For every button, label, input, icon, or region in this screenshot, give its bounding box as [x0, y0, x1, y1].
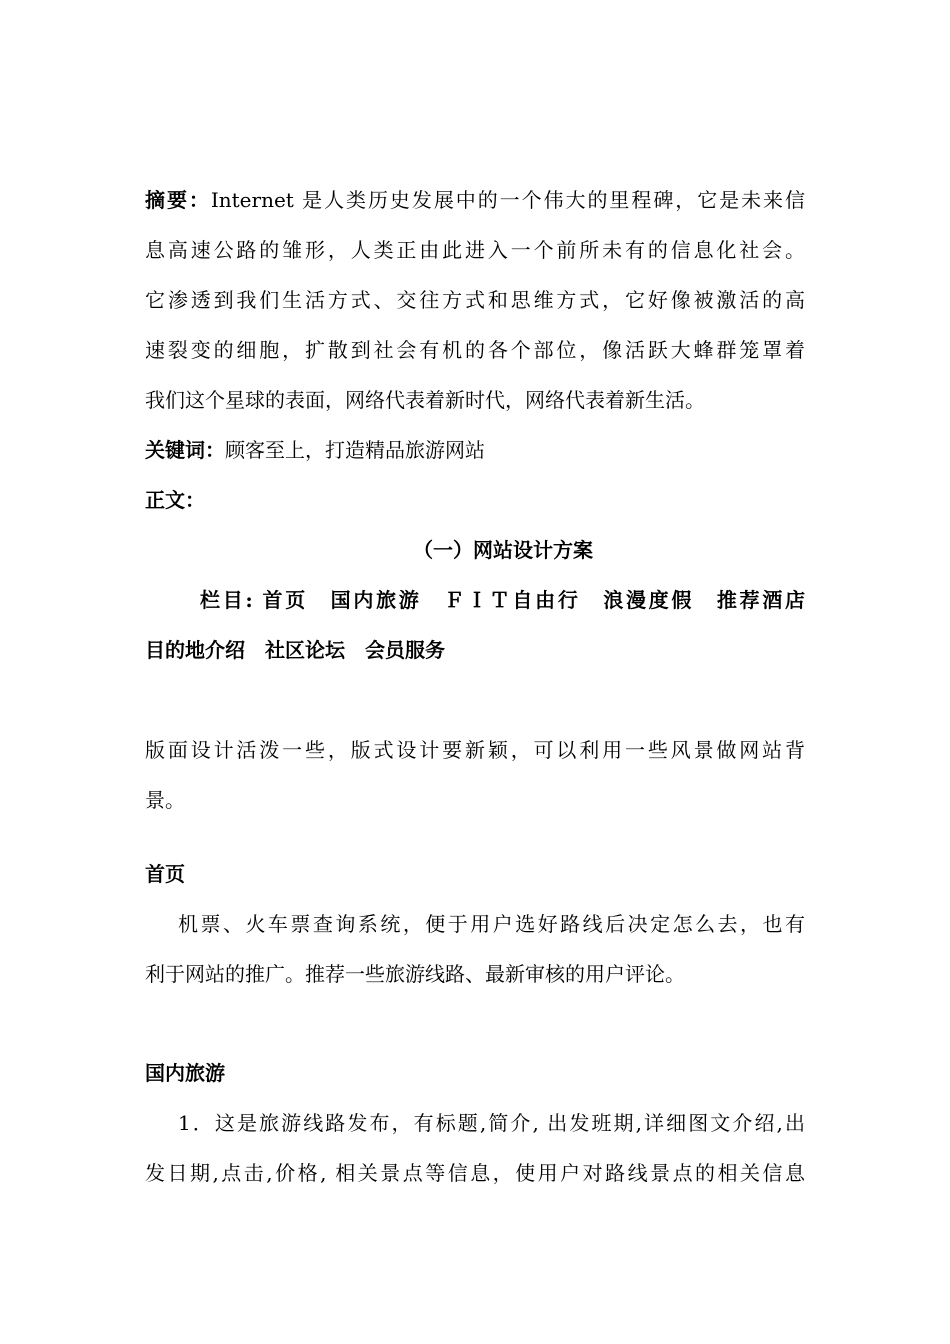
layout-paragraph-line-2: 景。	[145, 788, 185, 812]
homepage-line-2: 利于网站的推广。推荐一些旅游线路、最新审核的用户评论。	[145, 962, 685, 986]
body-label: 正文：	[145, 488, 205, 512]
homepage-heading: 首页	[145, 862, 185, 886]
abstract-line-3: 它渗透到我们生活方式、交往方式和思维方式，它好像被激活的高	[145, 288, 805, 312]
layout-paragraph-line-1: 版面设计活泼一些，版式设计要新颖，可以利用一些风景做网站背	[145, 738, 805, 762]
section-title: （一）网站设计方案	[413, 538, 593, 562]
domestic-heading: 国内旅游	[145, 1061, 225, 1085]
keywords-line	[145, 436, 805, 464]
abstract-line-2: 息高速公路的雏形，人类正由此进入一个前所未有的信息化社会。	[145, 238, 805, 262]
domestic-line-2: 发日期,点击,价格, 相关景点等信息，使用户对路线景点的相关信息	[145, 1161, 805, 1185]
abstract-line-5: 我们这个星球的表面，网络代表着新时代，网络代表着新生活。	[145, 388, 705, 412]
domestic-line-1: 1．这是旅游线路发布，有标题,简介, 出发班期,详细图文介绍,出	[178, 1111, 805, 1135]
abstract-text-1: Internet 是人类历史发展中的一个伟大的里程碑，它是未来信	[210, 188, 806, 212]
keywords-label: 关键词：	[145, 438, 225, 462]
columns-line-1: 栏目: 首页 国内旅游 ＦＩＴ自由行 浪漫度假 推荐酒店	[200, 588, 805, 612]
abstract-line-4: 速裂变的细胞，扩散到社会有机的各个部位，像活跃大蜂群笼罩着	[145, 338, 805, 362]
abstract-label: 摘要：	[145, 188, 211, 212]
columns-line-2: 目的地介绍 社区论坛 会员服务	[145, 638, 445, 662]
abstract-line-1	[145, 186, 805, 214]
keywords-text: 顾客至上，打造精品旅游网站	[225, 438, 485, 462]
homepage-line-1: 机票、火车票查询系统，便于用户选好路线后决定怎么去，也有	[178, 912, 805, 936]
